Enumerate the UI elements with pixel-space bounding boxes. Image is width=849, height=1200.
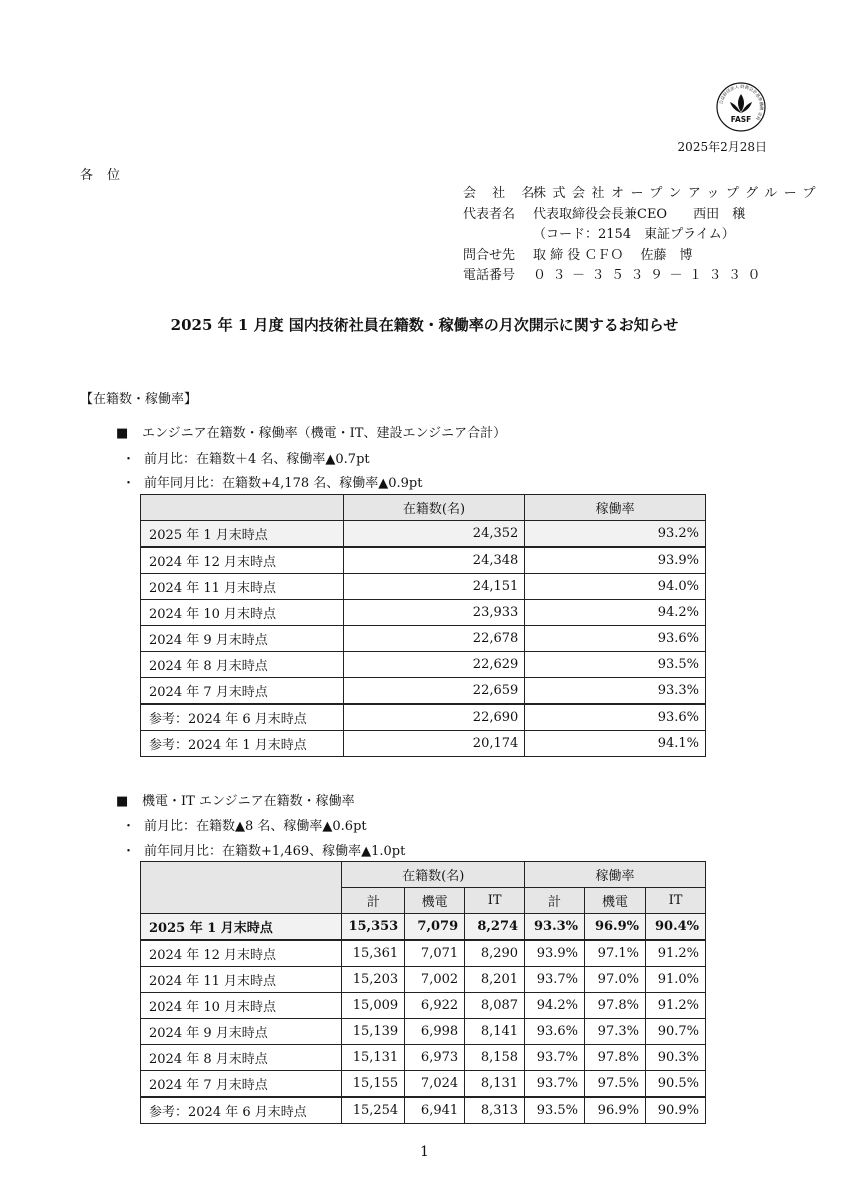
- table-cell: 7,002: [405, 967, 465, 993]
- table-cell: 2024 年 11 月末時点: [141, 967, 342, 993]
- table-row: [141, 574, 706, 600]
- table-cell: 15,131: [342, 1045, 405, 1071]
- table-cell: 8,201: [465, 967, 525, 993]
- table-cell: 93.3%: [525, 678, 706, 705]
- table-cell: 計: [525, 888, 585, 914]
- table-cell: 機電: [405, 888, 465, 914]
- page-number: 1: [420, 1144, 429, 1160]
- table-cell: 22,678: [343, 626, 525, 652]
- table-cell: 94.1%: [525, 731, 706, 757]
- phone-row: 電話番号 ０３－３５３９－１３３０: [463, 268, 768, 283]
- table-cell: 8,087: [465, 993, 525, 1019]
- table-cell: 参考：2024 年 6 月末時点: [141, 1097, 342, 1124]
- table-cell: 7,079: [405, 914, 465, 941]
- table-cell: 22,690: [343, 704, 525, 731]
- table-cell: 24,352: [343, 521, 525, 548]
- table-cell: 93.5%: [525, 1097, 585, 1124]
- table-cell: 90.9%: [645, 1097, 705, 1124]
- table-row: [141, 1019, 706, 1045]
- table-cell: 22,629: [343, 652, 525, 678]
- table-cell: 2024 年 8 月末時点: [141, 652, 344, 678]
- table-cell: 6,973: [405, 1045, 465, 1071]
- document-date: 2025年2月28日: [677, 140, 767, 154]
- table-cell: 稼働率: [525, 862, 706, 888]
- table-cell: 計: [342, 888, 405, 914]
- table-cell: 8,290: [465, 940, 525, 967]
- table-cell: 90.3%: [645, 1045, 705, 1071]
- table-row: [141, 1045, 706, 1071]
- headcount-table-total: [140, 494, 706, 757]
- table-row: [141, 704, 706, 731]
- table-cell: IT: [645, 888, 705, 914]
- table-cell: 2025 年 1 月末時点: [141, 521, 344, 548]
- square-bullet-icon: ■: [116, 794, 129, 809]
- table-cell: 2024 年 11 月末時点: [141, 574, 344, 600]
- table-cell: 23,933: [343, 600, 525, 626]
- table-cell: 8,274: [465, 914, 525, 941]
- table-cell: 20,174: [343, 731, 525, 757]
- table-cell: 6,922: [405, 993, 465, 1019]
- table-row: [141, 547, 706, 574]
- table-cell: 91.2%: [645, 940, 705, 967]
- table-cell: 93.9%: [525, 940, 585, 967]
- table-cell: 2024 年 10 月末時点: [141, 993, 342, 1019]
- table-cell: 24,348: [343, 547, 525, 574]
- fasf-logo: [716, 82, 766, 132]
- table-cell: 15,254: [342, 1097, 405, 1124]
- table-row: [141, 914, 706, 941]
- table-row: [141, 521, 706, 548]
- table-cell: 93.6%: [525, 1019, 585, 1045]
- table-cell: 稼働率: [525, 495, 706, 521]
- block2-heading: ■ 機電・IT エンジニア在籍数・稼働率: [116, 794, 355, 809]
- document-title: 2025 年 1 月度 国内技術社員在籍数・稼働率の月次開示に関するお知らせ: [170, 316, 679, 334]
- table-cell: 7,024: [405, 1071, 465, 1098]
- table-cell: 15,361: [342, 940, 405, 967]
- table-cell: 94.2%: [525, 993, 585, 1019]
- code-row: （コード：2154 東証プライム）: [533, 227, 735, 242]
- table-row: [141, 678, 706, 705]
- table-cell: 93.5%: [525, 652, 706, 678]
- table-row: [141, 1097, 706, 1124]
- table-cell: 2024 年 8 月末時点: [141, 1045, 342, 1071]
- table-cell: 97.3%: [585, 1019, 646, 1045]
- table-cell: 2024 年 10 月末時点: [141, 600, 344, 626]
- table-cell: 8,131: [465, 1071, 525, 1098]
- table-cell: 90.5%: [645, 1071, 705, 1098]
- recipient: 各位: [80, 168, 135, 183]
- table-cell: 8,141: [465, 1019, 525, 1045]
- table-cell: 93.6%: [525, 626, 706, 652]
- table-cell: 在籍数(名): [343, 495, 525, 521]
- company-row: 会 社 名 株式会社オープンアップグループ: [463, 186, 822, 201]
- table-row: [141, 600, 706, 626]
- table-cell: 6,998: [405, 1019, 465, 1045]
- section-heading: 【在籍数・稼働率】: [80, 392, 198, 407]
- table-row: [141, 1071, 706, 1098]
- table-cell: IT: [465, 888, 525, 914]
- table-cell: 96.9%: [585, 914, 646, 941]
- table-cell: 参考：2024 年 6 月末時点: [141, 704, 344, 731]
- contact-row: 問合せ先 取 締 役 ＣＦＯ 佐藤 博: [463, 247, 693, 263]
- headcount-table-mech-it: [140, 861, 706, 1124]
- square-bullet-icon: ■: [116, 426, 129, 441]
- table-cell: 91.0%: [645, 967, 705, 993]
- table-cell: 97.1%: [585, 940, 646, 967]
- table-cell: 97.5%: [585, 1071, 646, 1098]
- company-info: [463, 184, 822, 287]
- table-cell: 15,155: [342, 1071, 405, 1098]
- table-cell: 8,313: [465, 1097, 525, 1124]
- table-cell: [141, 862, 342, 914]
- table-cell: 機電: [585, 888, 646, 914]
- block1-bullet: ・ 前年同月比：在籍数+4,178 名、稼働率▲0.9pt: [122, 476, 423, 491]
- table-cell: 91.2%: [645, 993, 705, 1019]
- table-row: [141, 967, 706, 993]
- table-cell: 7,071: [405, 940, 465, 967]
- table-cell: 94.0%: [525, 574, 706, 600]
- table-cell: 2024 年 12 月末時点: [141, 547, 344, 574]
- table-cell: 97.8%: [585, 1045, 646, 1071]
- table-cell: 2024 年 9 月末時点: [141, 1019, 342, 1045]
- table-cell: 15,203: [342, 967, 405, 993]
- table-cell: 2024 年 12 月末時点: [141, 940, 342, 967]
- block1-heading: ■ エンジニア在籍数・稼働率（機電・IT、建設エンジニア合計）: [116, 426, 507, 441]
- table-cell: 参考：2024 年 1 月末時点: [141, 731, 344, 757]
- table-row: [141, 652, 706, 678]
- table-cell: 96.9%: [585, 1097, 646, 1124]
- table-cell: 24,151: [343, 574, 525, 600]
- table-cell: 94.2%: [525, 600, 706, 626]
- block1-bullet: ・ 前月比：在籍数＋4 名、稼働率▲0.7pt: [122, 452, 370, 467]
- table-group-header-row: [141, 862, 706, 888]
- block2-bullet: ・ 前月比：在籍数▲8 名、稼働率▲0.6pt: [122, 819, 367, 834]
- table-cell: 93.7%: [525, 1071, 585, 1098]
- table-cell: 93.3%: [525, 914, 585, 941]
- table-cell: 93.7%: [525, 967, 585, 993]
- table-cell: 97.8%: [585, 993, 646, 1019]
- logo-ring-text: 公益財団法人 財務会計基準機構 会員: [718, 83, 765, 122]
- table-cell: [141, 495, 344, 521]
- table-cell: 2024 年 7 月末時点: [141, 1071, 342, 1098]
- table-cell: 在籍数(名): [342, 862, 525, 888]
- table-cell: 93.6%: [525, 704, 706, 731]
- representative-row: 代表者名 代表取締役会長兼CEO 西田 穣: [463, 206, 746, 222]
- logo-text: FASF: [730, 115, 752, 124]
- table-cell: 2024 年 7 月末時点: [141, 678, 344, 705]
- table-row: [141, 731, 706, 757]
- table-cell: 15,009: [342, 993, 405, 1019]
- table-cell: 15,353: [342, 914, 405, 941]
- table-cell: 90.7%: [645, 1019, 705, 1045]
- table-cell: 8,158: [465, 1045, 525, 1071]
- table-cell: 97.0%: [585, 967, 646, 993]
- table-cell: 93.9%: [525, 547, 706, 574]
- table-cell: 6,941: [405, 1097, 465, 1124]
- table-cell: 15,139: [342, 1019, 405, 1045]
- table-row: [141, 940, 706, 967]
- table-cell: 22,659: [343, 678, 525, 705]
- table-cell: 93.2%: [525, 521, 706, 548]
- table-row: [141, 993, 706, 1019]
- block2-bullet: ・ 前年同月比：在籍数+1,469、稼働率▲1.0pt: [122, 844, 406, 859]
- table-cell: 93.7%: [525, 1045, 585, 1071]
- table-row: [141, 626, 706, 652]
- table-cell: 90.4%: [645, 914, 705, 941]
- table-header-row: [141, 495, 706, 521]
- table-cell: 2025 年 1 月末時点: [141, 914, 342, 941]
- table-cell: 2024 年 9 月末時点: [141, 626, 344, 652]
